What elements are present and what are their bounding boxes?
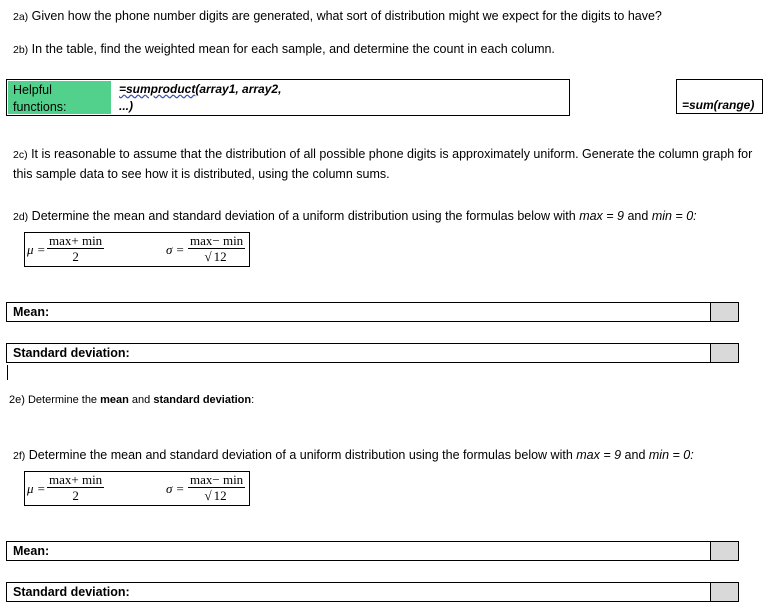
question-2a-text: Given how the phone number digits are generated, what sort of distribution might we expect for the digits to have?	[28, 9, 662, 23]
question-2a	[13, 9, 662, 23]
mean-answer-cell-1[interactable]	[710, 303, 738, 321]
max-value: max = 9	[579, 209, 624, 223]
question-2d-number: 2d)	[13, 211, 29, 223]
sigma-symbol-2: σ =	[166, 481, 185, 496]
question-2e-bold-mean: mean	[100, 394, 129, 406]
sd-answer-cell-1[interactable]	[710, 344, 738, 362]
sqrt-symbol-2: √	[204, 488, 212, 503]
question-2f-text: Determine the mean and standard deviation of a uniform distribution using the formulas below with	[25, 448, 577, 462]
question-2a-number: 2a)	[13, 11, 29, 23]
sd-label-2: Standard deviation:	[13, 585, 130, 599]
question-2e-number: 2e)	[9, 394, 25, 406]
question-2e-text-c: :	[251, 394, 255, 406]
formula-box-2	[24, 471, 250, 506]
and-text-2: and	[621, 448, 649, 462]
sum-formula-box[interactable]	[676, 79, 763, 114]
mean-denominator: 2	[72, 249, 79, 264]
mean-numerator-2: max+ min	[49, 472, 103, 487]
sd-denominator-2: 12	[213, 488, 227, 503]
sumproduct-args-cont: ...)	[119, 99, 133, 113]
question-2c-number: 2c)	[13, 149, 28, 161]
text-cursor	[7, 365, 8, 380]
sd-numerator: max− min	[190, 233, 244, 248]
min-value: min = 0:	[651, 209, 697, 223]
sd-answer-row-1	[6, 343, 739, 363]
helpful-functions-label	[8, 81, 111, 114]
mean-formula	[47, 233, 104, 265]
mean-answer-cell-2[interactable]	[710, 542, 738, 560]
sd-denominator: 12	[213, 249, 227, 264]
question-2b-text: In the table, find the weighted mean for each sample, and determine the count in each column.	[28, 42, 555, 56]
formula-box-1	[24, 232, 250, 267]
mean-answer-row-1	[6, 302, 739, 322]
sd-answer-cell-2[interactable]	[710, 583, 738, 601]
question-2b-number: 2b)	[13, 44, 29, 56]
question-2e-text-b: and	[128, 394, 154, 406]
sigma-symbol: σ =	[166, 242, 185, 257]
sum-formula: =sum(range)	[682, 98, 755, 112]
question-2f-number: 2f)	[13, 450, 26, 462]
sumproduct-formula[interactable]	[119, 81, 281, 115]
question-2c-text: It is reasonable to assume that the distribution of all possible phone digits is approximately uniform. Generate the column graph for this sample data to see how it is distributed, using the column sums.	[13, 147, 753, 181]
mu-symbol-2: μ =	[27, 481, 46, 496]
question-2e	[9, 394, 254, 406]
question-2e-bold-sd: standard deviation	[153, 394, 252, 406]
question-2d	[13, 209, 697, 223]
sd-numerator-2: max− min	[190, 472, 244, 487]
mean-label-2: Mean:	[13, 544, 50, 558]
sumproduct-fn-name: =sumproduct	[119, 82, 196, 96]
sd-label-1: Standard deviation:	[13, 346, 130, 360]
question-2f	[13, 448, 694, 462]
sd-answer-row-2	[6, 582, 739, 602]
helpful-functions-box	[6, 79, 570, 116]
max-value-2: max = 9	[576, 448, 622, 462]
helpful-label-line1: Helpful	[13, 83, 52, 97]
sumproduct-args: (array1, array2,	[195, 82, 282, 96]
helpful-label-line2: functions:	[13, 100, 67, 114]
question-2e-text-a: Determine the	[24, 394, 101, 406]
question-2c	[13, 145, 763, 184]
mean-answer-row-2	[6, 541, 739, 561]
min-value-2: min = 0:	[648, 448, 694, 462]
mean-formula-2	[47, 472, 104, 504]
mean-numerator: max+ min	[49, 233, 103, 248]
mean-label-1: Mean:	[13, 305, 50, 319]
and-text: and	[624, 209, 652, 223]
sd-formula	[188, 233, 245, 265]
mu-symbol: μ =	[27, 242, 46, 257]
mean-denominator-2: 2	[72, 488, 79, 503]
sqrt-symbol: √	[204, 249, 212, 264]
sd-formula-2	[188, 472, 245, 504]
question-2d-text: Determine the mean and standard deviation of a uniform distribution using the formulas below with	[28, 209, 580, 223]
question-2b	[13, 42, 555, 56]
